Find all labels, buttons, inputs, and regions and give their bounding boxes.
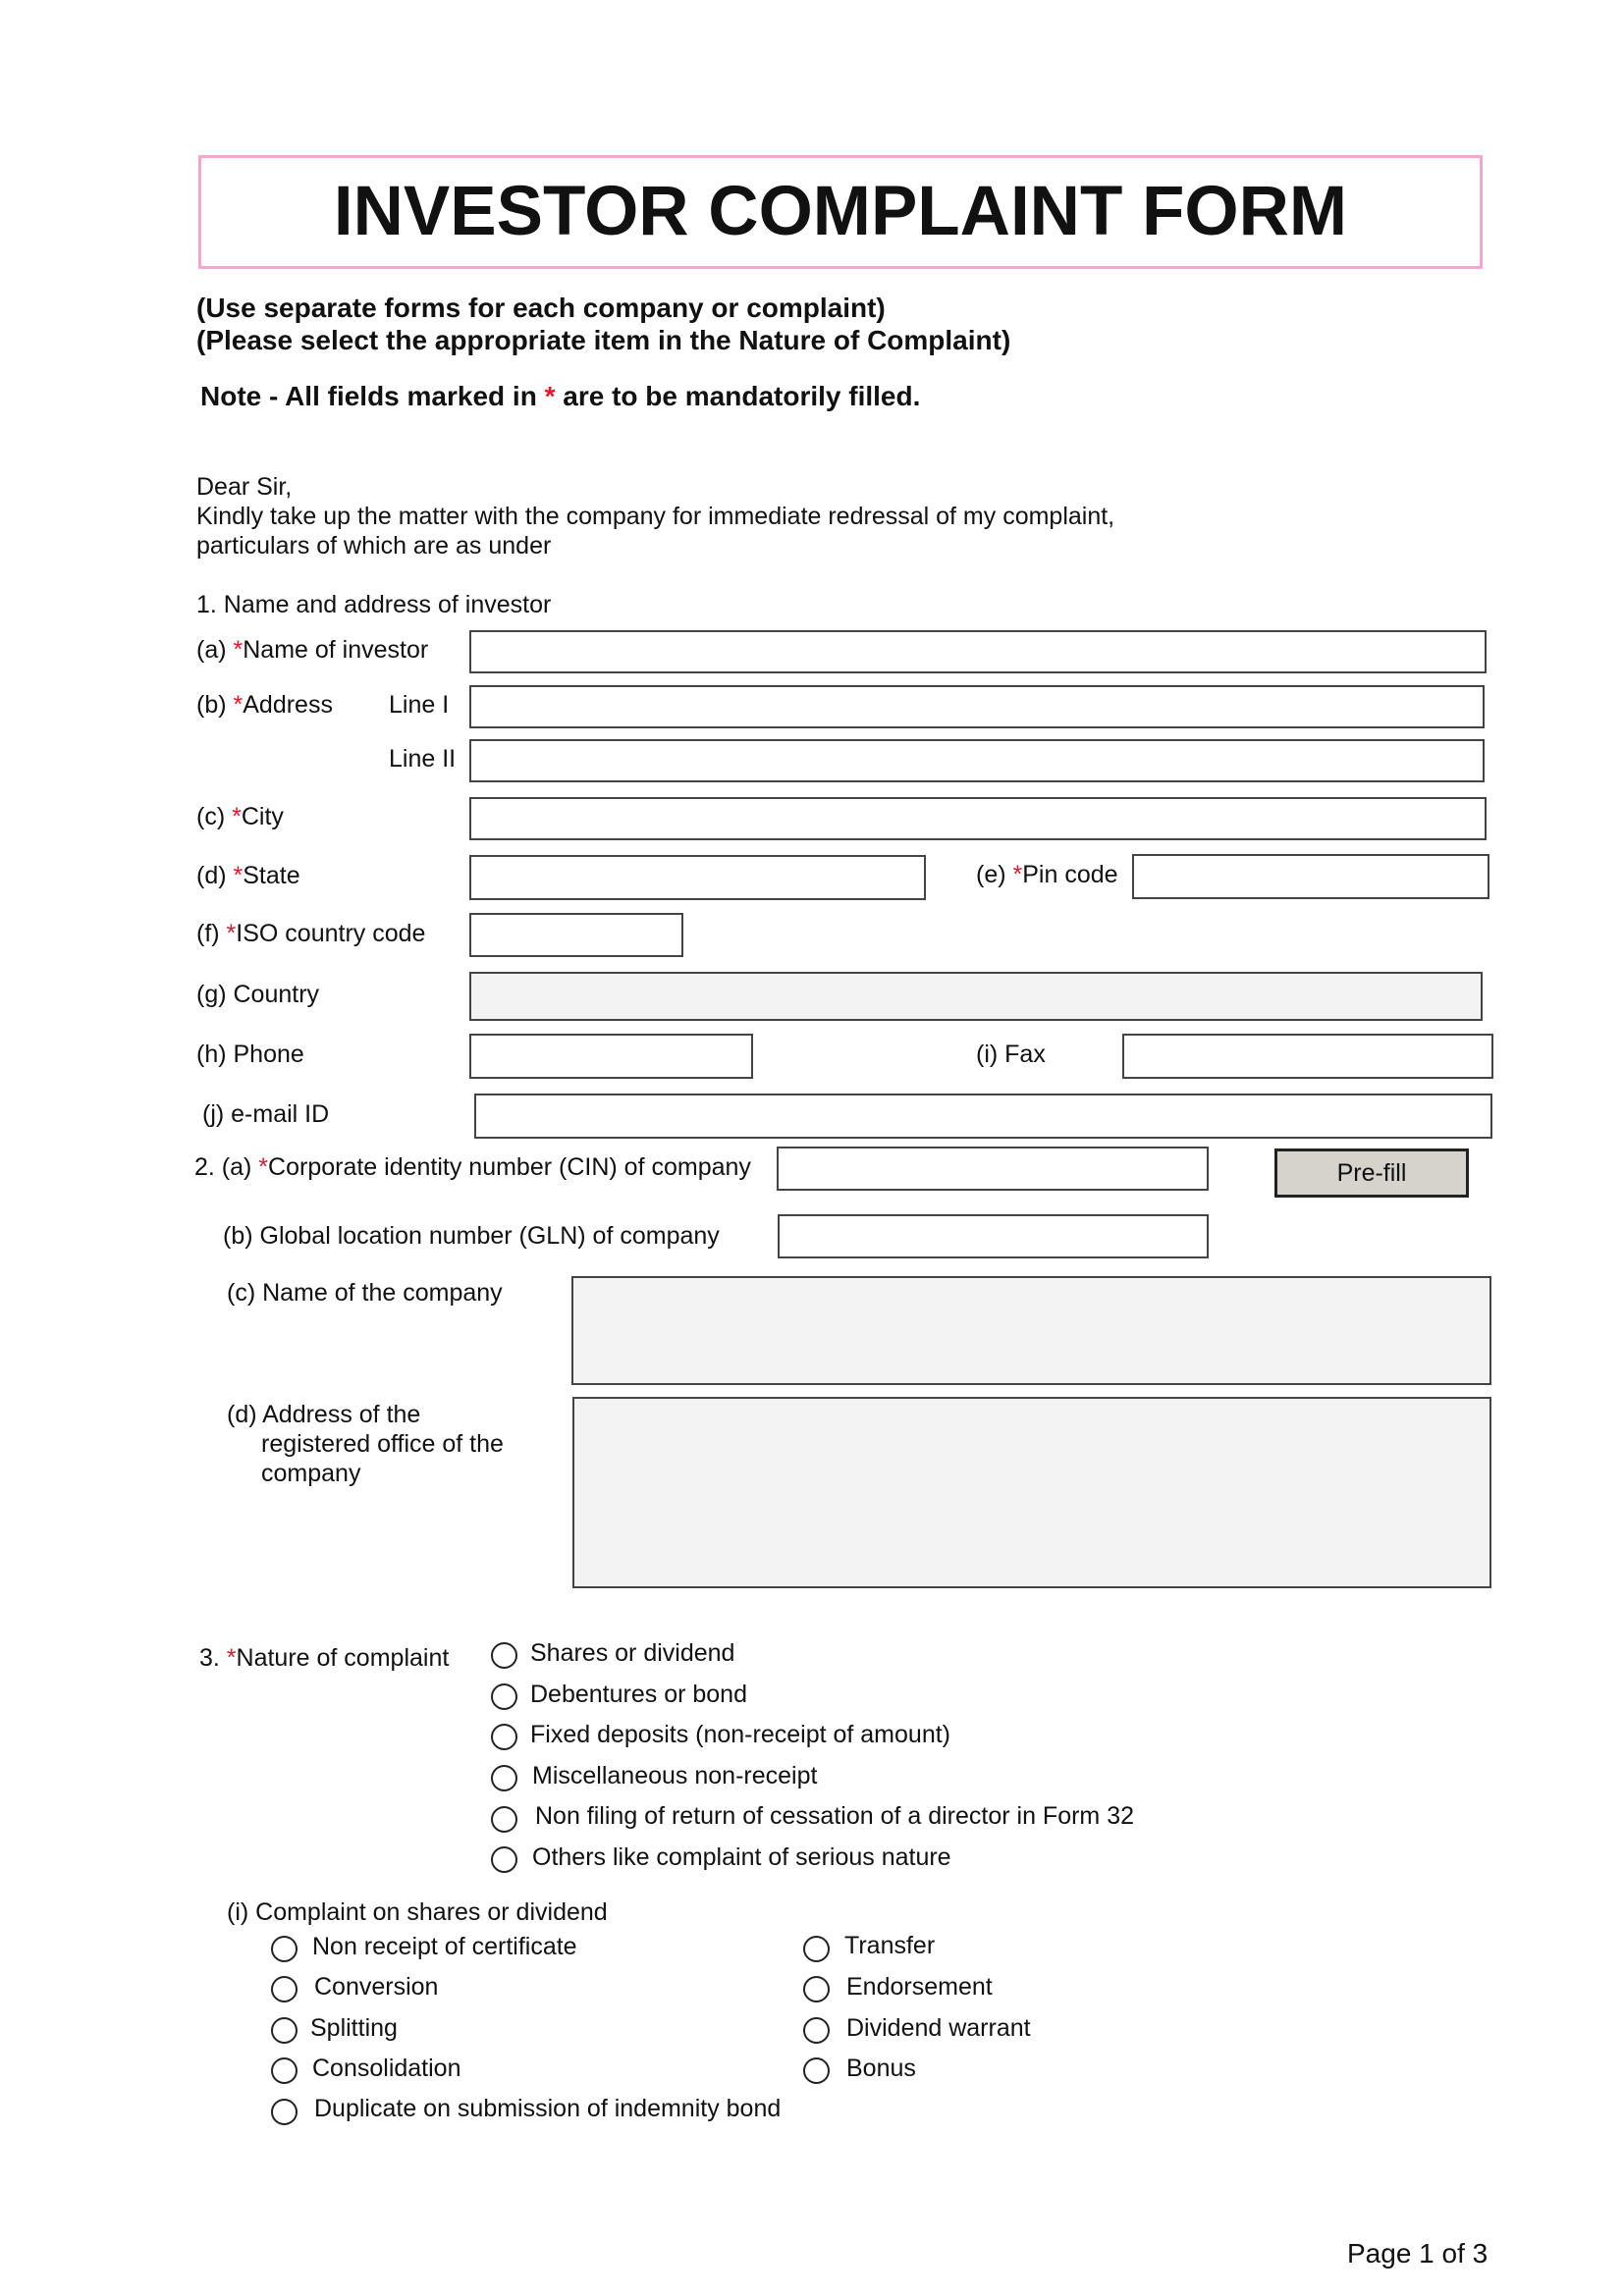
option-others-serious-nature: Others like complaint of serious nature (532, 1843, 951, 1871)
company-name-label: (c) Name of the company (227, 1279, 503, 1307)
section-1-heading: 1. Name and address of investor (196, 591, 552, 618)
city-input[interactable] (469, 797, 1487, 840)
mandatory-note: Note - All fields marked in * are to be mandatorily filled. (200, 381, 921, 411)
radio-splitting[interactable] (271, 2017, 298, 2044)
registered-office-label-line-1: (d) Address of the (227, 1401, 421, 1428)
cin-label: 2. (a) *Corporate identity number (CIN) of company (194, 1153, 751, 1181)
option-non-receipt-of-certificate: Non receipt of certificate (312, 1933, 577, 1960)
iso-country-code-label: (f) *ISO country code (196, 920, 426, 947)
option-endorsement: Endorsement (846, 1973, 993, 2001)
address-line-2-label: Line II (389, 745, 457, 773)
radio-debentures-or-bond[interactable] (491, 1683, 517, 1710)
pin-code-input[interactable] (1132, 854, 1489, 899)
radio-dividend-warrant[interactable] (803, 2017, 830, 2044)
radio-non-filing-form-32[interactable] (491, 1806, 517, 1833)
radio-others-serious-nature[interactable] (491, 1846, 517, 1873)
option-non-filing-form-32: Non filing of return of cessation of a director in Form 32 (535, 1802, 1135, 1830)
registered-office-label-line-2: registered office of the (261, 1430, 504, 1458)
form-title: INVESTOR COMPLAINT FORM (333, 173, 1348, 250)
salutation: Dear Sir, (196, 473, 293, 501)
gln-input[interactable] (778, 1214, 1209, 1258)
registered-office-field (572, 1397, 1491, 1588)
option-debentures-or-bond: Debentures or bond (530, 1681, 747, 1708)
radio-shares-or-dividend[interactable] (491, 1642, 517, 1669)
radio-non-receipt-of-certificate[interactable] (271, 1936, 298, 1962)
letter-line-2: particulars of which are as under (196, 532, 552, 560)
email-label: (j) e-mail ID (202, 1100, 330, 1128)
country-field (469, 972, 1483, 1021)
option-consolidation: Consolidation (312, 2055, 461, 2082)
option-miscellaneous-non-receipt: Miscellaneous non-receipt (532, 1762, 818, 1789)
radio-transfer[interactable] (803, 1936, 830, 1962)
radio-endorsement[interactable] (803, 1976, 830, 2002)
address-line-1-input[interactable] (469, 685, 1485, 728)
radio-bonus[interactable] (803, 2057, 830, 2084)
option-conversion: Conversion (314, 1973, 439, 2001)
letter-line-1: Kindly take up the matter with the company for immediate redressal of my complaint, (196, 503, 1115, 530)
radio-fixed-deposits[interactable] (491, 1724, 517, 1750)
gln-label: (b) Global location number (GLN) of company (223, 1222, 720, 1250)
phone-label: (h) Phone (196, 1041, 304, 1068)
investor-name-label: (a) *Name of investor (196, 636, 429, 664)
prefill-button[interactable]: Pre-fill (1274, 1148, 1469, 1198)
country-label: (g) Country (196, 981, 320, 1008)
phone-input[interactable] (469, 1034, 753, 1079)
option-duplicate-indemnity-bond: Duplicate on submission of indemnity bond (314, 2095, 782, 2122)
option-fixed-deposits: Fixed deposits (non-receipt of amount) (530, 1721, 950, 1748)
investor-name-input[interactable] (469, 630, 1487, 673)
email-input[interactable] (474, 1094, 1492, 1139)
radio-consolidation[interactable] (271, 2057, 298, 2084)
nature-of-complaint-label: 3. *Nature of complaint (199, 1644, 450, 1672)
state-label: (d) *State (196, 862, 300, 889)
option-shares-or-dividend: Shares or dividend (530, 1639, 735, 1667)
fax-input[interactable] (1122, 1034, 1493, 1079)
company-name-field (571, 1276, 1491, 1385)
pin-code-label: (e) *Pin code (976, 861, 1118, 888)
address-line-1-label: Line I (389, 691, 450, 719)
radio-miscellaneous-non-receipt[interactable] (491, 1765, 517, 1791)
shares-dividend-sub-heading: (i) Complaint on shares or dividend (227, 1898, 608, 1926)
option-bonus: Bonus (846, 2055, 916, 2082)
radio-conversion[interactable] (271, 1976, 298, 2002)
option-dividend-warrant: Dividend warrant (846, 2014, 1031, 2042)
fax-label: (i) Fax (976, 1041, 1046, 1068)
instruction-line-2: (Please select the appropriate item in the Nature of Complaint) (196, 325, 1011, 355)
option-transfer: Transfer (844, 1932, 936, 1959)
cin-input[interactable] (777, 1147, 1209, 1191)
iso-country-code-input[interactable] (469, 913, 683, 957)
address-line-2-input[interactable] (469, 739, 1485, 782)
state-input[interactable] (469, 855, 926, 900)
city-label: (c) *City (196, 803, 284, 830)
registered-office-label-line-3: company (261, 1460, 361, 1487)
instruction-line-1: (Use separate forms for each company or complaint) (196, 293, 886, 323)
radio-duplicate-indemnity-bond[interactable] (271, 2099, 298, 2125)
address-label: (b) *Address (196, 691, 333, 719)
option-splitting: Splitting (310, 2014, 398, 2042)
page-number: Page 1 of 3 (1347, 2238, 1489, 2269)
